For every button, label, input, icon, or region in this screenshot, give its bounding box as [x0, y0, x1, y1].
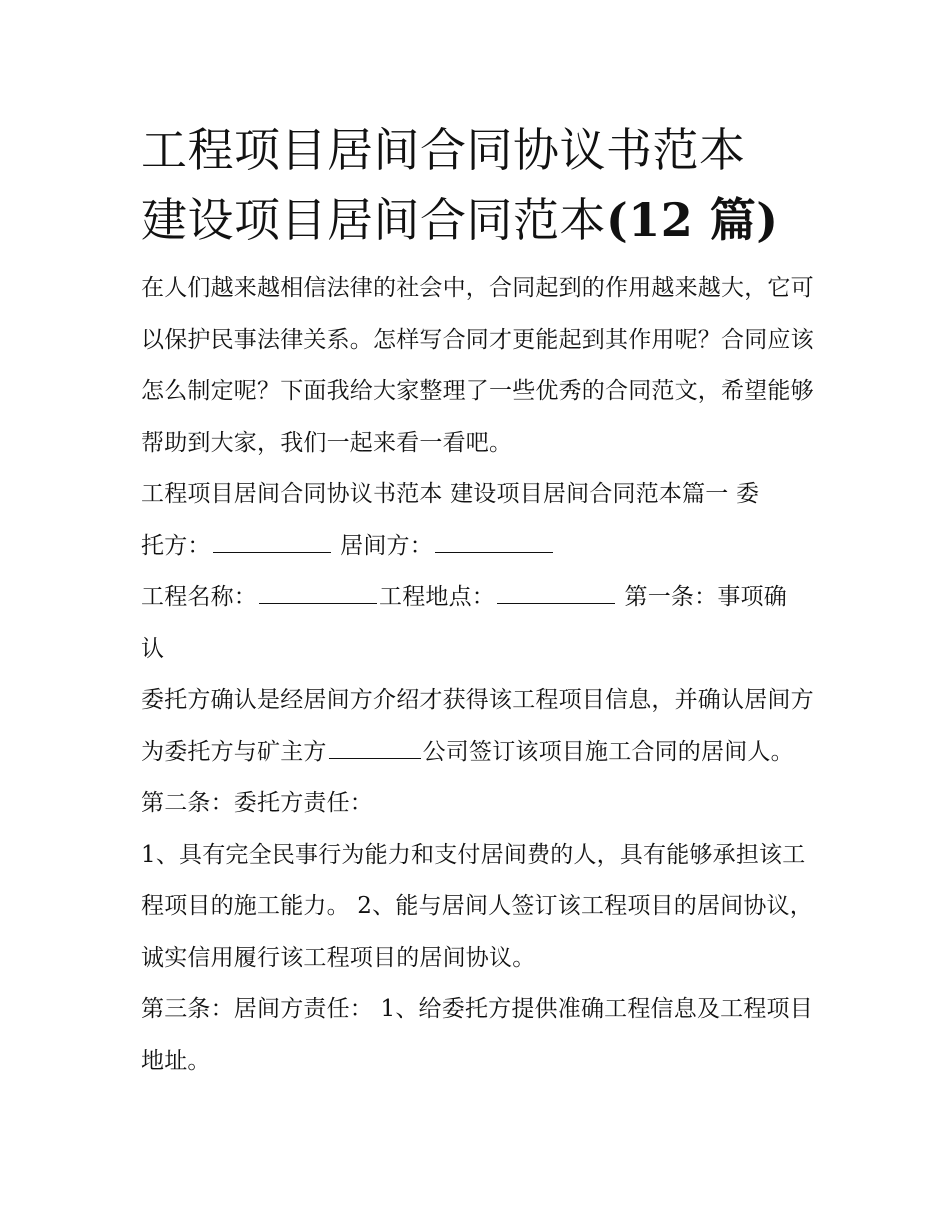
- parties-paragraph: [141, 469, 821, 572]
- project-site-blank: [497, 602, 615, 604]
- confirmation-text-b: 公司签订该项目施工合同的居间人。 第二条：委托方责任：: [141, 738, 794, 816]
- document-title: [141, 115, 821, 255]
- client-duties-paragraph: 1、具有完全民事行为能力和支付居间费的人，具有能够承担该工程项目的施工能力。 2、能与居间人签订该工程项目的居间协议，诚实信用履行该工程项目的居间协议。: [141, 841, 813, 971]
- project-site-label: 工程地点：: [379, 584, 495, 610]
- confirmation-text-a: 委托方确认是经居间方介绍才获得该工程项目信息，并确认居间方为委托方与矿主方: [141, 687, 814, 765]
- section-heading: 工程项目居间合同协议书范本 建设项目居间合同范本篇一 委: [141, 481, 760, 507]
- project-paragraph: [141, 572, 821, 675]
- confirmation-paragraph: [141, 675, 821, 830]
- title-line-1: 工程项目居间合同协议书范本: [141, 123, 746, 177]
- broker-blank: [435, 551, 553, 553]
- broker-label: 居间方：: [340, 532, 433, 559]
- article-3-paragraph: 第三条：居间方责任： 1、给委托方提供准确工程信息及工程项目地址。: [141, 996, 813, 1074]
- title-line-2: 建设项目居间合同范本: [141, 193, 606, 247]
- document-page: [141, 115, 821, 1087]
- intro-paragraph: 在人们越来越相信法律的社会中，合同起到的作用越来越大，它可以保护民事法律关系。怎样写合同才更能起到其作用呢？合同应该怎么制定呢？下面我给大家整理了一些优秀的合同范文，希望能够帮助到大家，我们一起来看一看吧。: [141, 275, 814, 456]
- client-blank: [213, 551, 331, 553]
- mine-owner-blank: [329, 757, 421, 759]
- project-name-blank: [259, 602, 377, 604]
- document-body: [141, 263, 821, 1087]
- client-label: 托方：: [141, 532, 211, 559]
- title-count: (12 篇): [606, 193, 779, 247]
- project-name-label: 工程名称：: [141, 584, 257, 610]
- article-1-heading-end: 认: [141, 635, 165, 662]
- article-1-heading: 第一条：事项确: [624, 584, 787, 610]
